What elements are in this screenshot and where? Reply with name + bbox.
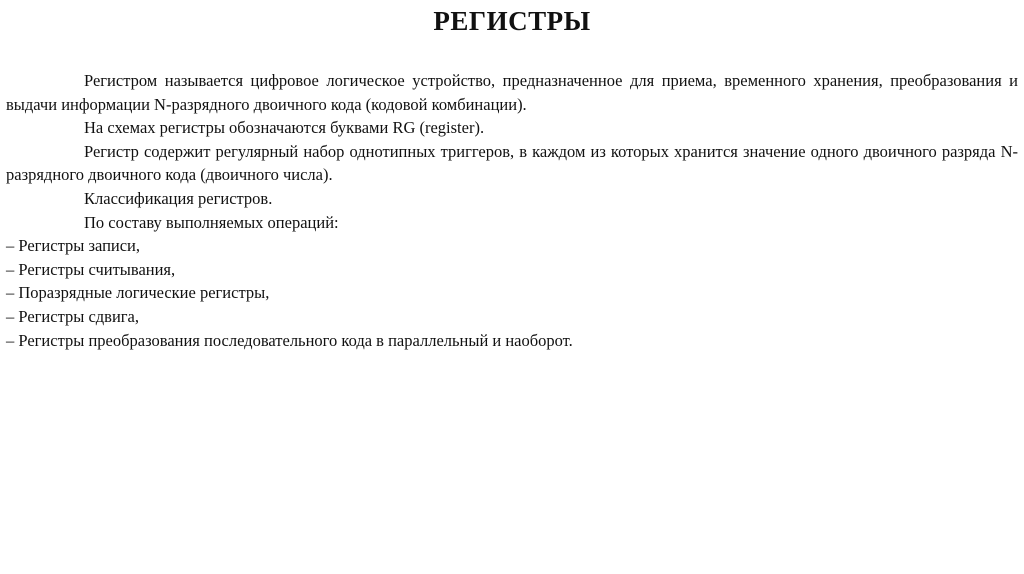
structure-paragraph: Регистр содержит регулярный набор однотипных триггеров, в каждом из которых хранится значение одного двоичного разряда N-разрядного двоичного кода (двоичного числа). <box>6 141 1018 185</box>
list-item: – Регистры записи, <box>6 236 141 256</box>
notation-paragraph: На схемах регистры обозначаются буквами RG (register). <box>84 118 485 138</box>
operations-heading: По составу выполняемых операций: <box>84 212 339 232</box>
classification-heading: Классификация регистров. <box>84 188 273 208</box>
slide-body <box>6 69 1018 352</box>
list-item: – Регистры преобразования последовательного кода в параллельный и наоборот. <box>6 330 573 350</box>
slide-title: РЕГИСТРЫ <box>433 6 591 36</box>
list-item: – Поразрядные логические регистры, <box>6 283 270 303</box>
list-item: – Регистры считывания, <box>6 259 176 279</box>
register-types-list <box>6 234 1018 352</box>
definition-paragraph: Регистром называется цифровое логическое устройство, предназначенное для приема, временного хранения, преобразования и выдачи информации N-разрядного двоичного кода (кодовой комбинации). <box>6 71 1018 114</box>
list-item: – Регистры сдвига, <box>6 306 140 326</box>
